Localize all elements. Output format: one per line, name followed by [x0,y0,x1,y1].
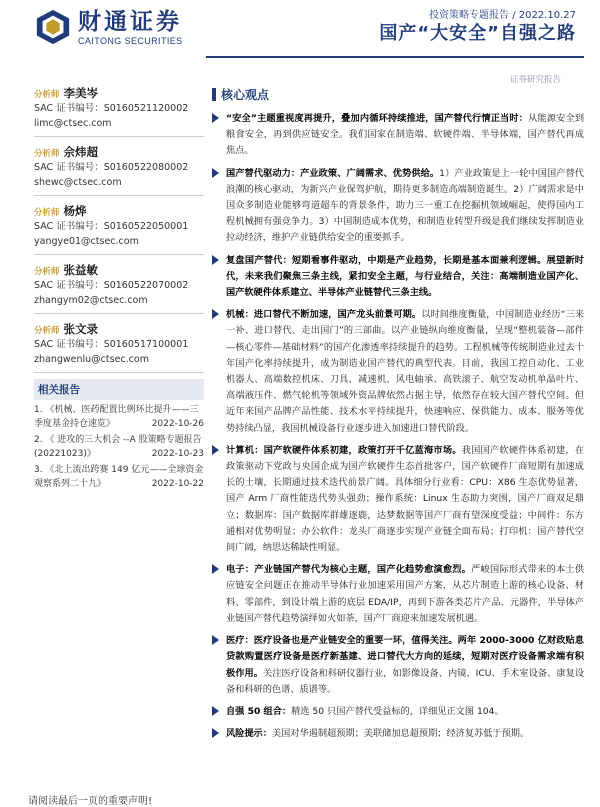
key-point [212,633,584,698]
key-point-body: 1）产业政策是上一轮中国国产替代浪潮的核心驱动，为新兴产业保驾护航，期待更多制造高端制造诞生。2）广阔需求是中国众多制造业能够弯道超车的背景条件，助力三一重工在挖掘机领域崛起，使得国内工程机械拥有强竞争力。3）中国制造成本优势，和制造业转型升级是我们继续发挥制造业拉动经济，维护产业链供给安全的重要抓手。 [226,167,584,244]
analyst-cert: SAC 证书编号：S0160517100001 [34,339,189,350]
key-point-lead: 电子：产业链国产替代为核心主题，国产化趋势愈演愈烈。 [226,564,472,576]
analyst-name: 张文录 [63,322,99,336]
analyst-email[interactable]: shewc@ctsec.com [34,177,122,188]
analyst-name: 李美岑 [63,86,99,100]
sidebar [34,82,204,493]
research-report-tag: 证券研究报告 [510,75,562,85]
report-header [0,0,600,64]
related-report-date: 2022-10-26 [151,419,204,429]
analyst-email[interactable]: yangye01@ctsec.com [34,236,139,247]
analyst-email[interactable]: zhangwenlu@ctsec.com [34,354,149,365]
brand-name-cn: 财通证券 [78,7,182,35]
key-point-body: 以时间维度衡量，中国制造业经历“三来一补、进口替代、走出国门”的三部曲。以产业链纵向维度衡量，呈现“整机装备—部件—核心零件—基础材料”的国产化渗透率持续提升的趋势。工程机械等传统制造业过去十年国产化率持续提升，成为制造业国产替代的典型代表。目前，我国工控自动化、工业机器人、高端数控机床、刀具、减速机、风电轴承、高铁滚子、航空发动机单晶叶片、高端液压件、燃气轮机等领域外资品牌依然占据主导，依然存在较大国产替代空间。但近年来国产品牌产品性能、技术水平持续提升，快速响应、保供能力、成本、服务等优势持续凸显，我国机械设备行业逐步进入加速进口替代阶段。 [226,309,585,434]
bullet-triangle-icon [212,564,219,574]
key-point-body: 美国对华遏制超预期；美联储加息超预期；经济复苏低于预期。 [271,728,530,740]
related-report-date: 2022-10-23 [151,449,204,459]
footer-disclaimer: 请阅读最后一页的重要声明! [28,796,153,807]
key-point [212,253,584,302]
analyst-card [34,141,204,196]
related-reports-title: 相关报告 [34,379,204,400]
analyst-email[interactable]: limc@ctsec.com [34,118,112,129]
related-report-item[interactable] [34,403,204,431]
key-point-body: 精选 50 只国产替代受益标的，详细见正文图 104。 [291,705,504,717]
related-report-item[interactable] [34,463,204,491]
section-title: 核心观点 [221,88,270,102]
main-content [212,86,584,748]
key-point-lead: 机械：进口替代不断加速，国产龙头前景可期。 [226,309,422,321]
core-views-heading [212,86,584,103]
key-point-body: 关注医疗设备和科研仪器行业，如影像设备、内镜、ICU、手术室设备、康复设备和科研的色谱、质谱等。 [226,667,585,695]
analyst-role: 分析师 [34,208,60,218]
key-point-lead: 复盘国产替代：短期看事件驱动，中期是产业趋势，长期是基本面兼利逻辑。展望新时代，未来我们聚焦三条主线，紧扣安全主题，与行业结合，关注：高端制造业国产化、国产软硬件体系建立、半导体产业链替代三条主线。 [226,254,584,299]
analyst-cert: SAC 证书编号：S0160522080002 [34,162,189,173]
key-point [212,726,584,742]
related-report-item[interactable] [34,433,204,461]
related-report-title: 2. 《 进攻的三大机会 --A 股策略专题报告(20221023)》 [34,435,202,459]
bullet-triangle-icon [212,309,219,319]
key-point [212,307,584,437]
related-reports-list [34,403,204,491]
analyst-role: 分析师 [34,326,60,336]
analyst-role: 分析师 [34,90,60,100]
analyst-card [34,259,204,314]
brand-logo [34,8,183,46]
analyst-name: 杨烨 [63,204,87,218]
bullet-triangle-icon [212,445,219,455]
bullet-triangle-icon [212,168,219,178]
analyst-role: 分析师 [34,267,60,277]
analyst-card [34,318,204,373]
key-point-lead: 医疗：医疗设备也是产业链安全的重要一环，值得关注。两年 2000-3000 亿财政贴息贷款购置医疗设备是医疗新基建、进口替代大方向的延续，短期对医疗设备需求端有积极作用。 [226,635,584,679]
analyst-email[interactable]: zhangym02@ctsec.com [34,295,148,306]
analyst-cert: SAC 证书编号：S0160522050001 [34,221,189,232]
key-point-lead: “安全”主题重视度再提升，叠加内循环持续推进，国产替代行情正当时： [226,113,529,124]
key-point-body: 从能源安全到粮食安全，再到供应链安全。我们国家在制造端、软硬件端、半导体端，国产替代再成焦点。 [226,113,585,157]
key-point-body: 我国国产软硬件体系初建，在政策驱动下党政与央国企成为国产软硬件生态首批客户，国产软硬件厂商短期有加速成长的土壤，长期通过技术迭代前景广阔。具体细分行业看：CPU：X86 生态优势显著，国产 Arm 厂商性能迭代势头强劲；操作系统：Linux 生态助力突围，国产厂商双足鼎立；数据库：国产数据库群雄逐鹿，达梦数据等国产厂商有望深度受益；中间件：东方通相对优势明显；办公软件：龙头厂商逐步实现产业链全面布局；打印机：国产替代空间广阔，纳思达稀缺性明显。 [226,444,585,554]
bullet-triangle-icon [212,728,219,738]
key-point [212,704,584,720]
bullet-triangle-icon [212,706,219,716]
analyst-card [34,82,204,137]
report-meta: 投资策略专题报告 / 2022.10.27 [429,10,576,21]
key-point [212,166,584,247]
report-title: 国产“大安全”自强之路 [379,23,576,44]
key-point-lead: 国产替代驱动力：产业政策、广阔需求、优势供给。 [226,167,440,179]
related-report-date: 2022-10-22 [151,479,204,489]
analyst-role: 分析师 [34,149,60,159]
analyst-cert: SAC 证书编号：S0160522070002 [34,280,189,291]
header-divider [206,56,584,58]
brand-logo-icon [34,8,72,46]
bullet-triangle-icon [212,635,219,645]
key-point-lead: 计算机：国产软硬件体系初建，政策打开千亿蓝海市场。 [226,444,462,456]
key-point [212,443,584,556]
analyst-cert: SAC 证书编号：S0160521120002 [34,103,189,114]
analyst-card [34,200,204,255]
key-point [212,111,584,160]
key-point-lead: 自强 50 组合： [226,705,292,717]
section-marker-icon [212,88,216,101]
analyst-name: 佘炜超 [63,145,99,159]
related-report-title: 3. 《北上流出跨赛 149 亿元——全球资金观察系列二十九》 [34,465,204,489]
key-point-lead: 风险提示： [226,728,272,740]
brand-name-en: CAITONG SECURITIES [78,35,183,46]
key-point [212,562,584,627]
analyst-name: 张益敏 [63,263,99,277]
bullet-triangle-icon [212,255,219,265]
key-point-body: 严峻国际形式带来的本土供应链安全问题正在推动半导体行业加速采用国产方案，从芯片制造上游的核心设备、材料、零部件，到设计端上游的底层 EDA/IP，再到下游各类芯片产品、元器件，半导体产业链国产替代趋势演绎如火如荼，国产厂商迎来加速发展机遇。 [226,564,585,624]
bullet-triangle-icon [212,113,219,123]
related-report-title: 1. 《机械、医药配置比例环比提升——三季度基金持仓速览》 [34,405,199,429]
